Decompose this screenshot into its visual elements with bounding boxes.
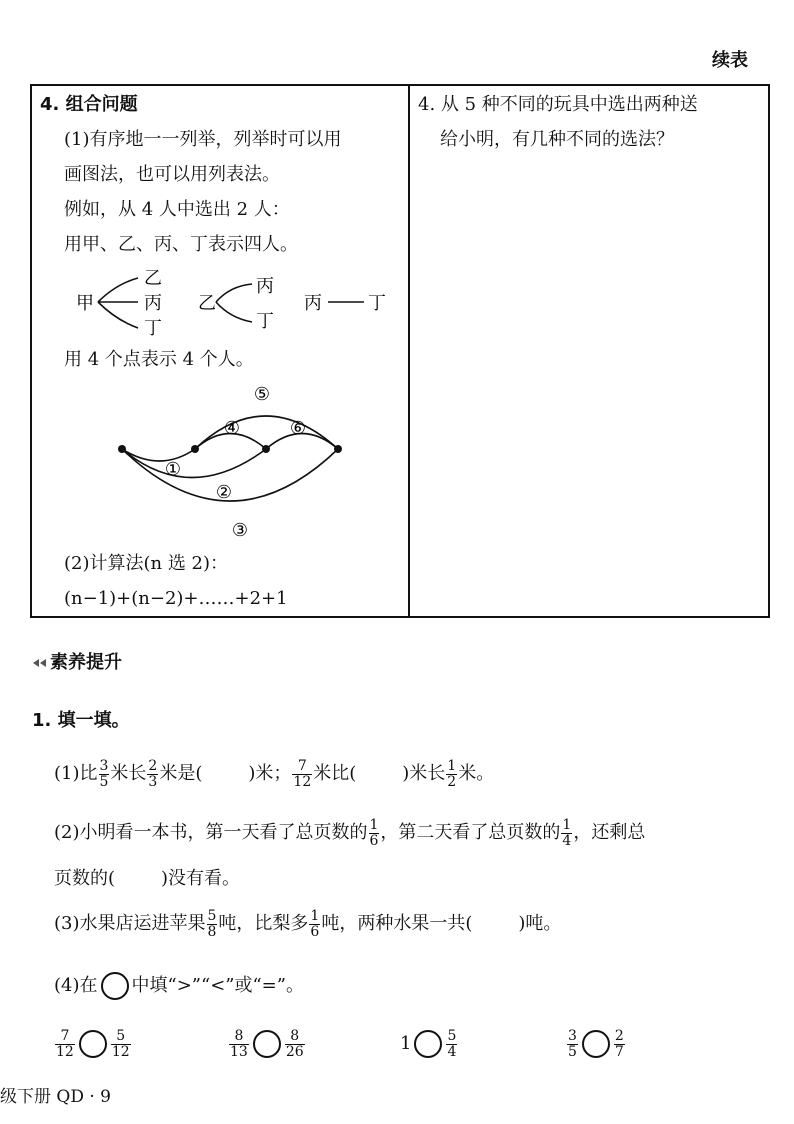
dot-4 bbox=[334, 445, 342, 453]
arc-label-3: ③ bbox=[231, 520, 249, 541]
tree-yi-ding: 丁 bbox=[256, 311, 274, 332]
arc-label-2: ② bbox=[215, 482, 233, 503]
section-icon bbox=[32, 656, 50, 670]
compare-3: 1 $\frac{5}{4}$ bbox=[400, 1027, 457, 1060]
left-p2: 画图法，也可以用列表法。 bbox=[64, 164, 280, 185]
tree-lines-jia bbox=[98, 278, 138, 328]
continued-label: 续表 bbox=[712, 50, 748, 71]
arc-label-4: ④ bbox=[223, 418, 241, 439]
dot-3 bbox=[262, 445, 270, 453]
dot-2 bbox=[191, 445, 199, 453]
tree-jia: 甲 bbox=[76, 293, 94, 314]
q-title: 1. 填一填。 bbox=[32, 710, 130, 731]
tree-yi: 乙 bbox=[198, 293, 216, 314]
q-s2-line1: (2)小明看一本书，第一天看了总页数的 $\frac{1}{6}$ ，第二天看了总页数的 $\frac{1}{4}$ ，还剩总 bbox=[54, 816, 646, 849]
section-title: 素养提升 bbox=[50, 652, 122, 673]
compare-4-circle[interactable] bbox=[582, 1030, 610, 1058]
compare-1: $\frac{7}{12}$ $\frac{5}{12}$ bbox=[56, 1027, 130, 1060]
compare-2-circle[interactable] bbox=[253, 1030, 281, 1058]
tree-bing: 丙 bbox=[304, 293, 322, 314]
tree-lines-yi bbox=[216, 284, 252, 322]
tree-diagram bbox=[60, 262, 400, 342]
q-s2-line2: 页数的( )没有看。 bbox=[54, 868, 241, 889]
tree-yi-bing: 丙 bbox=[256, 276, 274, 297]
dot-diagram bbox=[100, 378, 360, 543]
page-footer: 级下册 QD · 9 bbox=[0, 1087, 111, 1107]
right-q2: 给小明，有几种不同的选法？ bbox=[440, 129, 674, 150]
example-circle bbox=[101, 972, 129, 1000]
left-p1: (1)有序地一一列举，列举时可以用 bbox=[64, 129, 342, 150]
left-p5: 用 4 个点表示 4 个人。 bbox=[64, 349, 254, 370]
compare-3-circle[interactable] bbox=[414, 1030, 442, 1058]
arc-label-6: ⑥ bbox=[289, 418, 307, 439]
left-heading: 4. 组合问题 bbox=[40, 94, 138, 115]
left-p4: 用甲、乙、丙、丁表示四人。 bbox=[64, 234, 298, 255]
q-s3: (3)水果店运进苹果 $\frac{5}{8}$ 吨，比梨多 $\frac{1}{6}$ 吨，两种水果一共( )吨。 bbox=[54, 907, 562, 940]
q-s1: (1)比 $\frac{3}{5}$ 米长 $\frac{2}{3}$ 米是( )米； $\frac{7}{12}$ 米比( )米长 $\frac{1}{2}$ 米。 bbox=[54, 757, 495, 790]
table-divider bbox=[408, 84, 410, 618]
tree-jia-ding: 丁 bbox=[144, 318, 162, 339]
tree-jia-bing: 丙 bbox=[144, 293, 162, 314]
left-p6: (2)计算法(n 选 2)： bbox=[64, 553, 229, 574]
compare-4: $\frac{3}{5}$ $\frac{2}{7}$ bbox=[568, 1027, 624, 1060]
arc-label-1: ① bbox=[164, 459, 182, 480]
arc-2 bbox=[122, 449, 266, 478]
dot-1 bbox=[118, 445, 126, 453]
arc-5 bbox=[195, 416, 338, 449]
left-p7: (n−1)+(n−2)+……+2+1 bbox=[64, 588, 288, 609]
arc-label-5: ⑤ bbox=[253, 384, 271, 405]
right-q1: 4. 从 5 种不同的玩具中选出两种送 bbox=[418, 94, 698, 115]
compare-1-circle[interactable] bbox=[79, 1030, 107, 1058]
left-p3: 例如，从 4 人中选出 2 人： bbox=[64, 199, 290, 220]
tree-bing-ding: 丁 bbox=[368, 293, 386, 314]
tree-jia-yi: 乙 bbox=[144, 268, 162, 289]
compare-2: $\frac{8}{13}$ $\frac{8}{26}$ bbox=[230, 1027, 304, 1060]
q-s4: (4)在 中填“>”“<”或“=”。 bbox=[54, 968, 304, 1004]
